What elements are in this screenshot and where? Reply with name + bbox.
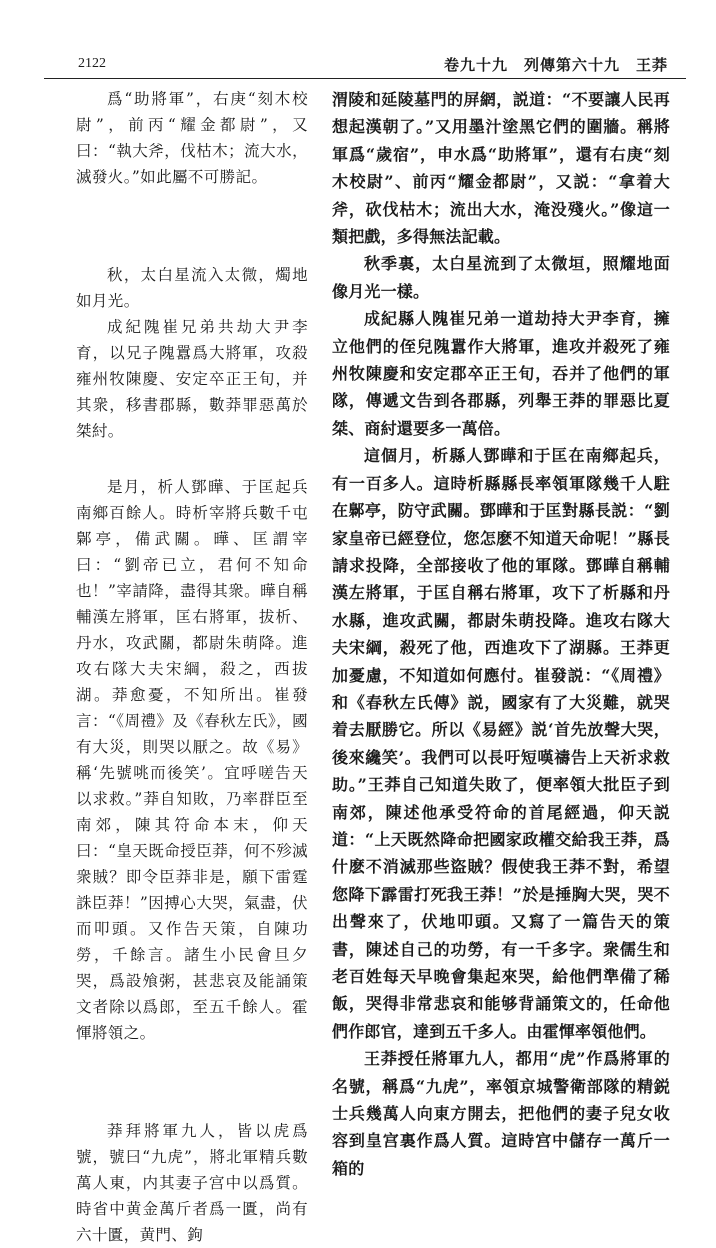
classical-paragraph-3: 成紀隗崔兄弟共劫大尹李育，以兄子隗囂爲大將軍，攻殺雍州牧陳慶、安定卒正王旬，并其衆，移書郡縣，數莽罪惡萬於桀紂。 — [76, 318, 308, 440]
header-rule — [44, 78, 686, 79]
translation-paragraph-5: 王莽授任將軍九人，都用“虎”作爲將軍的名號，稱爲“九虎”，率領京城警衛部隊的精鋭士兵幾萬人向東方開去，把他們的妻子兒女收容到皇宫裏作爲人質。這時宫中儲存一萬斤一箱的 — [332, 1049, 670, 1178]
page-number: 2122 — [78, 56, 106, 71]
classical-paragraph-4: 是月，析人鄧曄、于匡起兵南鄉百餘人。時析宰將兵數千屯鄡亭，備武關。曄、匡謂宰曰：“劉帝已立，君何不知命也！”宰請降，盡得其衆。曄自稱輔漢左將軍，匡右將軍，拔析、丹水，攻武關，都尉朱萌降。進攻右隊大夫宋綱，殺之，西拔湖。莽愈憂，不知所出。崔發言：“《周禮》及《春秋左氏》，國有大災，則哭以厭之。故《易》稱‘先號咷而後笑’。宜呼嗟告天以求救。”莽自知敗，乃率群臣至南郊，陳其符命本末，仰天曰：“皇天既命授臣莽，何不殄滅衆賊？即令臣莽非是，願下雷霆誅臣莽！”因搏心大哭，氣盡，伏而叩頭。又作告天策，自陳功勞，千餘言。諸生小民會旦夕哭，爲設飧粥，甚悲哀及能誦策文者除以爲郎，至五千餘人。霍惲將領之。 — [76, 478, 308, 1042]
translation-paragraph-1: 渭陵和延陵墓門的屏網，説道：“不要讓人民再想起漢朝了。”又用墨汁塗黑它們的圍牆。稱將軍爲“歲宿”，申水爲“助將軍”，還有右庚“刻木校尉”、前丙“耀金都尉”，又説：“拿着大斧，砍伐枯木；流出大水，淹没殘火。”像這一類把戲，多得無法記載。 — [332, 90, 670, 247]
classical-paragraph-1: 爲“助將軍”，右庚“刻木校尉”，前丙“耀金都尉”，又曰：“執大斧，伐枯木；流大水，滅發火。”如此屬不可勝記。 — [76, 90, 308, 186]
running-head: 卷九十九 列傳第六十九 王莽 — [443, 56, 668, 74]
translation-paragraph-4: 這個月，析縣人鄧曄和于匡在南鄉起兵，有一百多人。這時析縣縣長率領軍隊幾千人駐在鄡亭，防守武關。鄧曄和于匡對縣長説：“劉家皇帝已經登位，您怎麽不知道天命呢！”縣長請求投降，全部接收了他的軍隊。鄧曄自稱輔漢左將軍，于匡自稱右將軍，攻下了析縣和丹水縣，進攻武關，都尉朱萌投降。進攻右隊大夫宋綱，殺死了他，西進攻下了湖縣。王莽更加憂慮，不知道如何應付。崔發説：“《周禮》和《春秋左氏傳》説，國家有了大災難，就哭着去厭勝它。所以《易經》説‘首先放聲大哭，後來纔笑’。我們可以長吁短嘆禱告上天祈求救助。”王莽自己知道失敗了，便率領大批臣子到南郊，陳述他承受符命的首尾經過，仰天説道：“上天既然降命把國家政權交給我王莽，爲什麽不消滅那些盜賊？假使我王莽不對，希望您降下霹雷打死我王莽！”於是捶胸大哭，哭不出聲來了，伏地叩頭。又寫了一篇告天的策書，陳述自己的功勞，有一千多字。衆儒生和老百姓每天早晚會集起來哭，給他們準備了稀飯，哭得非常悲哀和能够背誦策文的，任命他們作郎官，達到五千多人。由霍惲率領他們。 — [332, 446, 670, 1041]
translation-column — [332, 86, 670, 1182]
translation-paragraph-2: 秋季裏，太白星流到了太微垣，照耀地面像月光一樣。 — [332, 254, 670, 301]
translation-paragraph-3: 成紀縣人隗崔兄弟一道劫持大尹李育，擁立他們的侄兒隗囂作大將軍，進攻并殺死了雍州牧陳慶和安定郡卒正王旬，吞并了他們的軍隊，傳遞文告到各郡縣，列舉王莽的罪惡比夏桀、商紂還要多一萬倍。 — [332, 309, 670, 438]
classical-paragraph-2: 秋，太白星流入太微，燭地如月光。 — [76, 266, 308, 310]
classical-text-column — [76, 86, 308, 1248]
classical-paragraph-5: 莽拜將軍九人，皆以虎爲號，號曰“九虎”，將北軍精兵數萬人東，内其妻子宫中以爲質。時省中黄金萬斤者爲一匱，尚有六十匱，黄門、鉤 — [76, 1122, 308, 1244]
page-header — [48, 50, 668, 76]
